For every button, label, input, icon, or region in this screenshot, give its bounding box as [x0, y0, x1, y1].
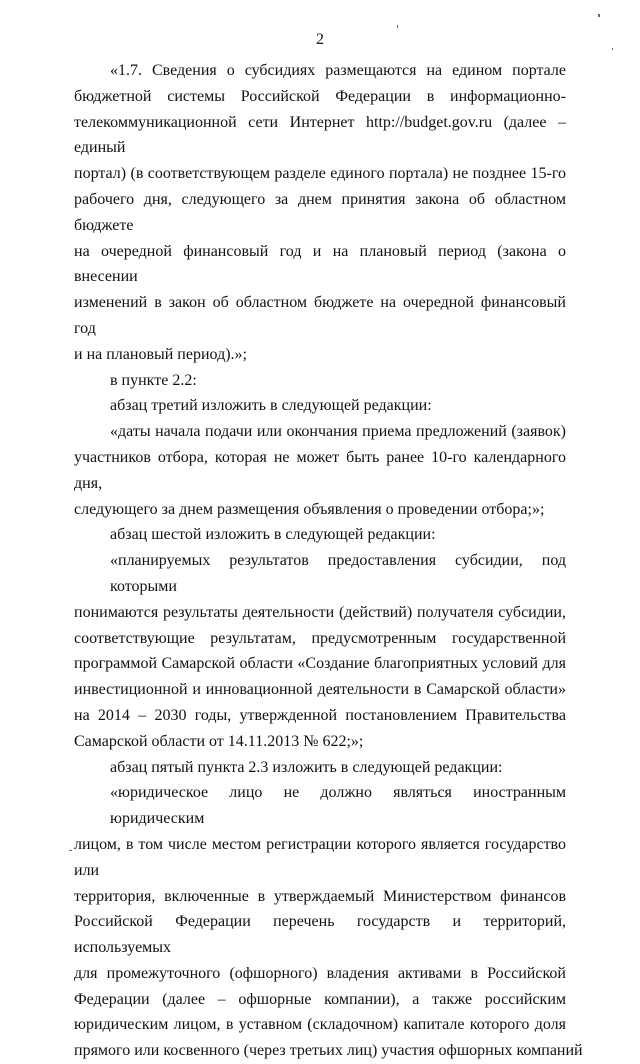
paragraph [74, 368, 566, 394]
text-line: инвестиционной и инновационной деятельности в Самарской области» [74, 681, 566, 699]
text-line: «1.7. Сведения о субсидиях размещаются на едином портале [110, 62, 566, 79]
text-line: портал) (в соответствующем разделе единого портала) не позднее 15-го [74, 165, 566, 183]
paragraph [74, 522, 566, 548]
text-line: на очередной финансовый год и на плановый период (закона о внесении [74, 242, 566, 286]
text-line: «даты начала подачи или окончания приема предложений (заявок) [110, 423, 566, 441]
text-line: Самарской области от 14.11.2013 № 622;»; [74, 732, 364, 750]
paragraph [74, 393, 566, 419]
text-line: прямого или косвенного (через третьих лиц) участия офшорных компаний [74, 1042, 583, 1060]
text-line: лицом, в том числе местом регистрации которого является государство или [74, 835, 566, 879]
text-line: следующего за днем размещения объявления о проведении отбора;»; [74, 500, 545, 518]
paragraph [74, 548, 566, 754]
text-line: Российской Федерации перечень государств и территорий, используемых [74, 913, 566, 957]
paragraph [74, 419, 566, 522]
text-line: участников отбора, которая не может быть ранее 10-го календарного дня, [74, 448, 566, 492]
text-line: рабочего дня, следующего за днем принятия закона об областном бюджете [74, 190, 566, 234]
paragraph [74, 755, 566, 781]
document-body [74, 58, 583, 1064]
text-line: юридическим лицом, в уставном (складочном) капитале которого доля [74, 1016, 566, 1034]
text-line: телекоммуникационной сети Интернет http://budget.gov.ru (далее – единый [74, 113, 566, 157]
text-line: изменений в закон об областном бюджете на очередной финансовый год [74, 294, 566, 337]
text-line: «планируемых результатов предоставления субсидии, под которыми [110, 552, 566, 595]
text-line: соответствующие результатам, предусмотренным государственной [74, 629, 566, 647]
text-line: Федерации (далее – офшорные компании), а также российским [74, 990, 566, 1008]
scan-speck [612, 48, 613, 50]
scan-speck [598, 14, 600, 17]
text-line: в пункте 2.2: [110, 371, 197, 389]
text-line: «юридическое лицо не должно являться иностранным юридическим [110, 784, 566, 828]
text-line: и на плановый период).»; [74, 345, 247, 363]
text-line: бюджетной системы Российской Федерации в информационно- [74, 87, 566, 105]
text-line: для промежуточного (офшорного) владения активами в Российской [74, 964, 566, 982]
scan-speck [69, 850, 72, 851]
text-line: программой Самарской области «Создание благоприятных условий для [74, 655, 566, 673]
scan-speck [397, 25, 398, 28]
paragraph [74, 780, 583, 1064]
text-line: абзац шестой изложить в следующей редакции: [110, 526, 436, 544]
text-line: понимаются результаты деятельности (действий) получателя субсидии, [74, 603, 566, 621]
text-line: абзац пятый пункта 2.3 изложить в следующей редакции: [110, 758, 503, 776]
text-line: территория, включенные в утверждаемый Министерством финансов [74, 887, 566, 905]
page-number: 2 [316, 31, 324, 48]
text-line: на 2014 – 2030 годы, утвержденной постановлением Правительства [74, 706, 566, 724]
text-line: абзац третий изложить в следующей редакции: [110, 397, 432, 415]
paragraph [74, 58, 566, 368]
